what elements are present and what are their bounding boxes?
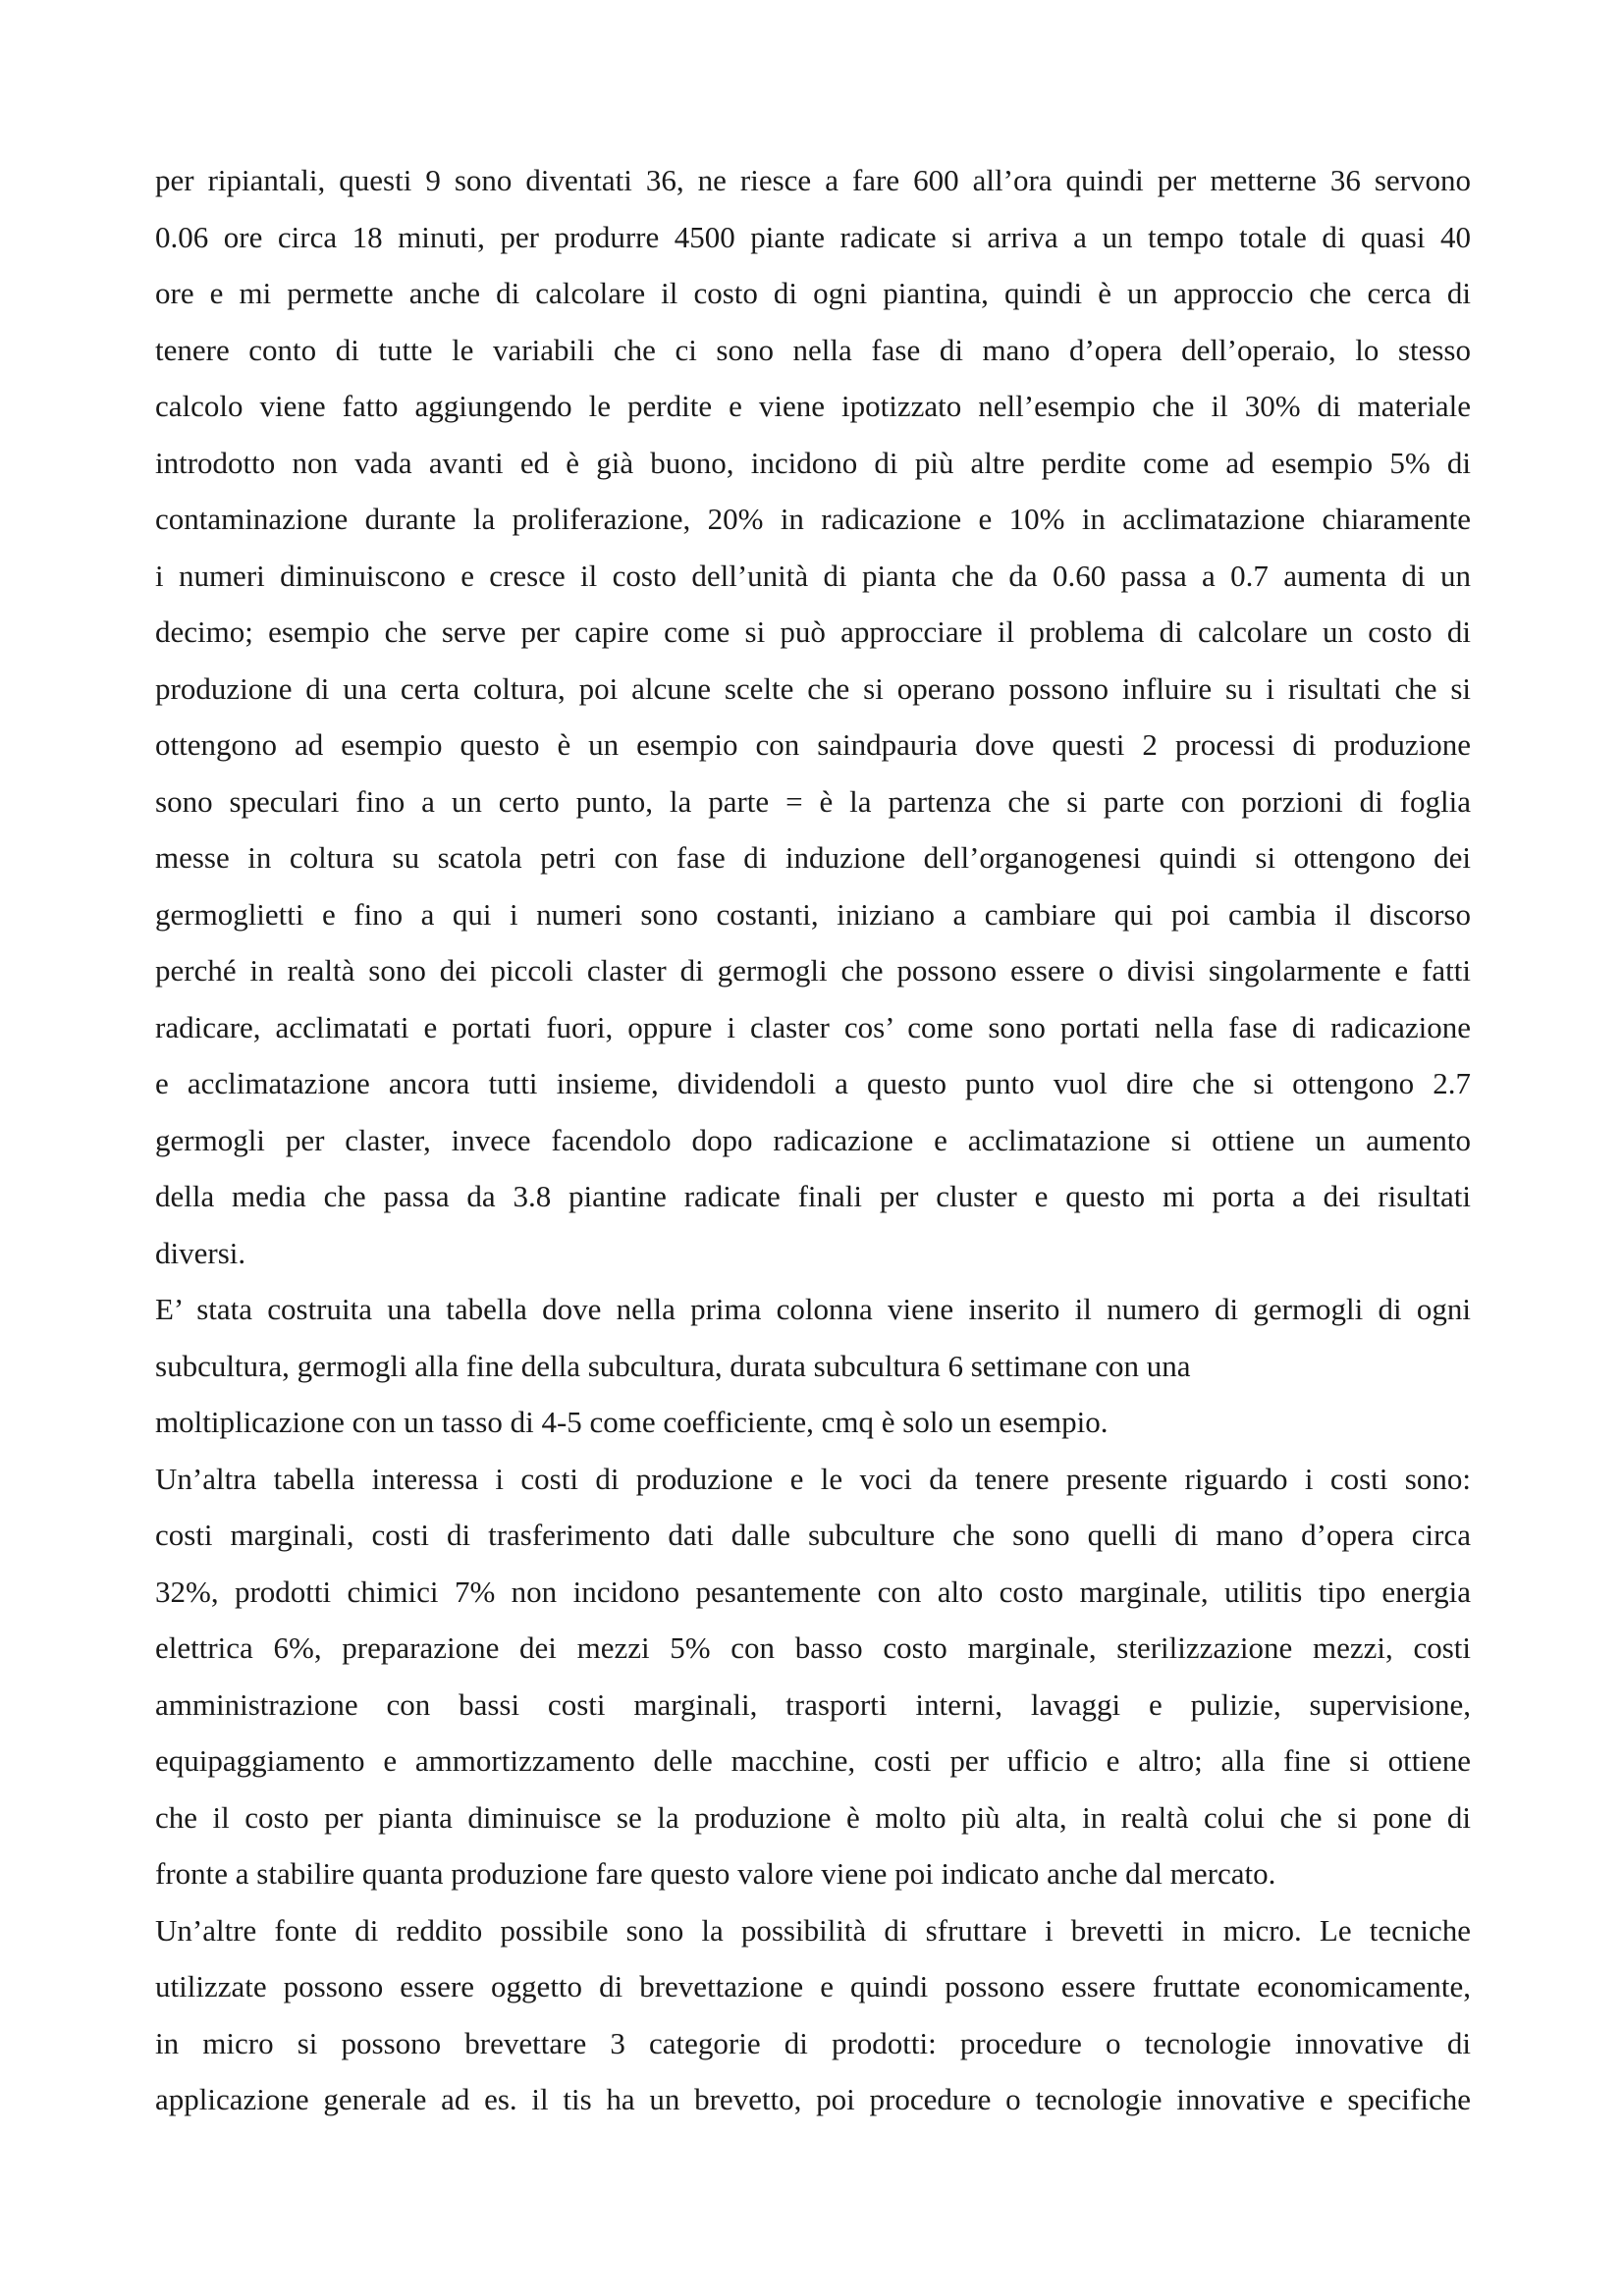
text-line: calcolo viene fatto aggiungendo le perdite e viene ipotizzato nell’esempio che il 30% di materiale	[155, 389, 1471, 423]
text-line: tenere conto di tutte le variabili che ci sono nella fase di mano d’opera dell’operaio, lo stesso	[155, 332, 1471, 367]
text-line: decimo; esempio che serve per capire come si può approcciare il problema di calcolare un costo di	[155, 614, 1471, 649]
text-line: i numeri diminuiscono e cresce il costo dell’unità di pianta che da 0.60 passa a 0.7 aumenta di un	[155, 558, 1471, 593]
text-line: equipaggiamento e ammortizzamento delle macchine, costi per ufficio e altro; alla fine si ottiene	[155, 1743, 1471, 1778]
text-line: della media che passa da 3.8 piantine radicate finali per cluster e questo mi porta a dei risultati	[155, 1179, 1471, 1213]
text-line: per ripiantali, questi 9 sono diventati 36, ne riesce a fare 600 all’ora quindi per metterne 36 servono	[155, 163, 1471, 197]
text-line: Un’altra tabella interessa i costi di produzione e le voci da tenere presente riguardo i costi sono:	[155, 1461, 1471, 1496]
text-line: 32%, prodotti chimici 7% non incidono pesantemente con alto costo marginale, utilitis tipo energia	[155, 1574, 1471, 1609]
text-line: Un’altre fonte di reddito possibile sono la possibilità di sfruttare i brevetti in micro. Le tecniche	[155, 1912, 1471, 1948]
text-line: produzione di una certa coltura, poi alcune scelte che si operano possono influire su i risultati che si	[155, 670, 1471, 706]
text-line: che il costo per pianta diminuisce se la produzione è molto più alta, in realtà colui che si pone di	[155, 1799, 1471, 1835]
text-line: contaminazione durante la proliferazione, 20% in radicazione e 10% in acclimatazione chiaramente	[155, 502, 1471, 536]
text-line: germogli per claster, invece facendolo dopo radicazione e acclimatazione si ottiene un aumento	[155, 1122, 1471, 1157]
text-line: subcultura, germogli alla fine della subcultura, durata subcultura 6 settimane con una	[155, 1348, 1191, 1383]
text-line: in micro si possono brevettare 3 categorie di prodotti: procedure o tecnologie innovative di	[155, 2025, 1471, 2060]
text-line: amministrazione con bassi costi marginali, trasporti interni, lavaggi e pulizie, supervisione,	[155, 1686, 1471, 1722]
text-line: diversi.	[155, 1235, 246, 1270]
text-line: E’ stata costruita una tabella dove nella prima colonna viene inserito il numero di germogli di ogni	[155, 1292, 1471, 1326]
text-line: germoglietti e fino a qui i numeri sono costanti, iniziano a cambiare qui poi cambia il discorso	[155, 896, 1471, 932]
text-line: moltiplicazione con un tasso di 4-5 come coefficiente, cmq è solo un esempio.	[155, 1405, 1109, 1439]
text-line: elettrica 6%, preparazione dei mezzi 5% con basso costo marginale, sterilizzazione mezzi, costi	[155, 1630, 1471, 1665]
text-line: radicare, acclimatati e portati fuori, oppure i claster cos’ come sono portati nella fase di radicazione	[155, 1009, 1471, 1044]
text-line: e acclimatazione ancora tutti insieme, dividendoli a questo punto vuol dire che si ottengono 2.7	[155, 1066, 1471, 1100]
text-line: introdotto non vada avanti ed è già buono, incidono di più altre perdite come ad esempio 5% di	[155, 445, 1471, 480]
text-line: costi marginali, costi di trasferimento dati dalle subculture che sono quelli di mano d’opera circa	[155, 1518, 1471, 1552]
text-line: sono speculari fino a un certo punto, la parte = è la partenza che si parte con porzioni di foglia	[155, 783, 1471, 819]
text-line: applicazione generale ad es. il tis ha un brevetto, poi procedure o tecnologie innovative e specifiche	[155, 2082, 1471, 2116]
text-line: fronte a stabilire quanta produzione fare questo valore viene poi indicato anche dal mercato.	[155, 1856, 1276, 1891]
text-line: ottengono ad esempio questo è un esempio con saindpauria dove questi 2 processi di produzione	[155, 727, 1471, 762]
text-line: perché in realtà sono dei piccoli claster di germogli che possono essere o divisi singolarmente e fatti	[155, 953, 1471, 988]
text-line: utilizzate possono essere oggetto di brevettazione e quindi possono essere fruttate economicamente,	[155, 1969, 1471, 2003]
body-text	[155, 152, 1471, 2128]
text-line: ore e mi permette anche di calcolare il costo di ogni piantina, quindi è un approccio che cerca di	[155, 276, 1471, 310]
text-line: 0.06 ore circa 18 minuti, per produrre 4500 piante radicate si arriva a un tempo totale di quasi 40	[155, 219, 1471, 254]
text-line: messe in coltura su scatola petri con fase di induzione dell’organogenesi quindi si ottengono dei	[155, 840, 1471, 875]
